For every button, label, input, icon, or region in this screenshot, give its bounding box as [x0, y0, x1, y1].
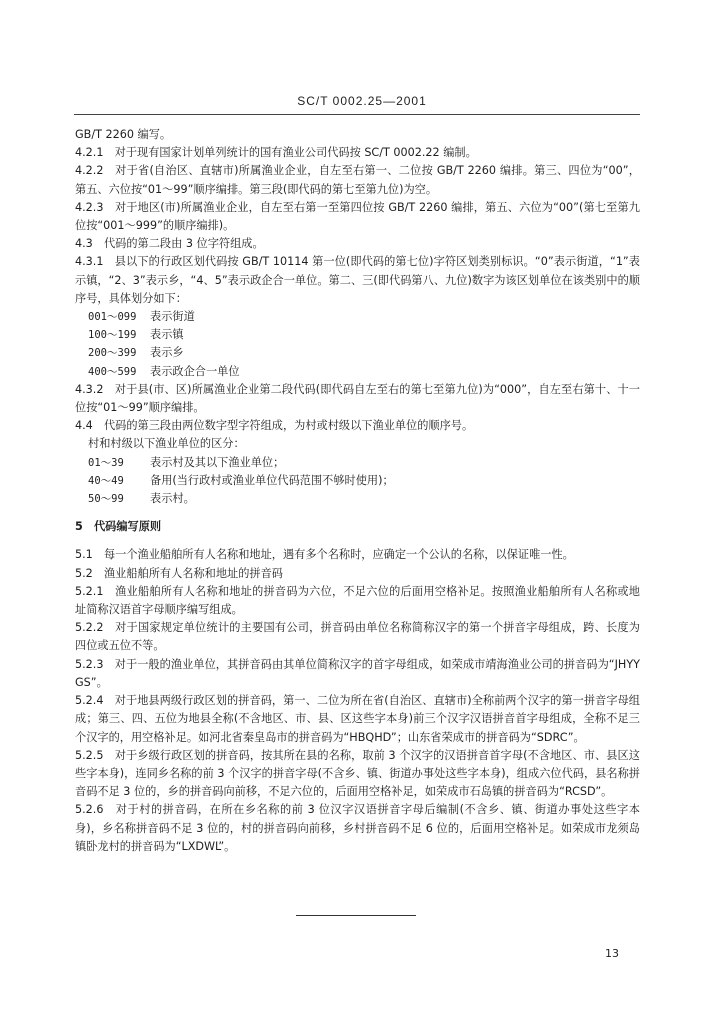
list-item [88, 344, 640, 362]
list-item [88, 363, 640, 381]
code-meaning: 表示乡 [150, 346, 184, 360]
list-item [88, 326, 640, 344]
clause-5-2-4: 5.2.4 对于地县两级行政区划的拼音码，第一、二位为所在省(自治区、直辖市)全称前两个汉字的第一拼音字母组成；第三、四、五位为地县全称(不含地区、市、县、区这些字本身)前三个汉字汉语拼音首字母组成，全称不足三个汉字的，用空格补足。如河北省秦皇岛市的拼音码为“HBQHD”；山东省荣成市的拼音码为“SDRC”。 [75, 694, 640, 744]
section-5-title: 5 代码编写原则 [75, 520, 162, 534]
page-body [75, 126, 640, 856]
code-range: 400～599 [88, 365, 137, 378]
code-meaning: 表示街道 [150, 310, 195, 324]
spacer [75, 536, 640, 546]
code-meaning: 表示政企合一单位 [150, 364, 240, 378]
clause-4-3-2: 4.3.2 对于县(市、区)所属渔业企业第二段代码(即代码自左至右的第七至第九位)为“000”，自左至右第十、十一位按“01～99”顺序编排。 [75, 382, 640, 415]
clause-4-3: 4.3 代码的第二段由 3 位字符组成。 [75, 237, 264, 251]
paragraph-gbt2260: GB/T 2260 编写。 [75, 128, 172, 141]
list-item [88, 308, 640, 326]
page-header: SC/T 0002.25—2001 [297, 94, 427, 108]
clause-5-2-3: 5.2.3 对于一般的渔业单位，其拼音码由其单位简称汉字的首字母组成，如荣成市靖海渔业公司的拼音码为“JHYYGS”。 [75, 657, 640, 689]
clause-5-1: 5.1 每一个渔业船舶所有人名称和地址，遇有多个名称时，应确定一个公认的名称，以保证唯一性。 [75, 548, 574, 562]
clause-4-4: 4.4 代码的第三段由两位数字型字符组成，为村或村级以下渔业单位的顺序号。 [75, 419, 474, 433]
clause-5-2-5: 5.2.5 对于乡级行政区划的拼音码，按其所在县的名称，取前 3 个汉字的汉语拼音首字母(不含地区、市、县区这些字本身)，连同乡名称的前 3 个汉字的拼音字母(不含乡、镇、街道办事处这些字本身)，组成六位代码，县名称拼音码不足 3 位的，乡的拼音码向前移，不足六位的，后面用空格补足，如荣成市石岛镇的拼音码为“RCSD”。 [75, 748, 640, 799]
code-range: 001～099 [88, 311, 137, 324]
clause-4-2-3: 4.2.3 对于地区(市)所属渔业企业，自左至右第一至第四位按 GB/T 2260 编排，第五、六位为“00”(第七至第九位按“001～999”的顺序编排)。 [75, 200, 640, 233]
list-item [88, 472, 640, 490]
list-item [88, 490, 640, 508]
clause-5-2-6: 5.2.6 对于村的拼音码，在所在乡名称的前 3 位汉字汉语拼音字母后编制(不含乡、镇、街道办事处这些字本身)，乡名称拼音码不足 3 位的，村的拼音码向前移，乡村拼音码不足 6 位的，后面用空格补足。如荣成市龙须岛镇卧龙村的拼音码为“LXDWL”。 [75, 803, 640, 853]
clause-5-2-2: 5.2.2 对于国家规定单位统计的主要国有公司，拼音码由单位名称简称汉字的第一个拼音字母组成，跨、长度为四位或五位不等。 [75, 621, 640, 653]
header-rule [74, 114, 640, 115]
code-range: 50～99 [88, 493, 124, 506]
code-meaning: 表示村及其以下渔业单位； [150, 455, 285, 469]
clause-4-3-1: 4.3.1 县以下的行政区划代码按 GB/T 10114 第一位(即代码的第七位)字符区划类别标识。“0”表示街道，“1”表示镇，“2、3”表示乡，“4、5”表示政企合一单位。第二、三(即代码第八、九位)数字为该区划单位在该类别中的顺序号，具体划分如下： [75, 255, 640, 305]
clause-4-2-2: 4.2.2 对于省(自治区、直辖市)所属渔业企业，自左至右第一、二位按 GB/T 2260 编排。第三、四位为“00”，第五、六位按“01～99”顺序编排。第三段(即代码的第七至第九位)为空。 [75, 164, 640, 196]
code-meaning: 表示镇 [150, 328, 184, 342]
code-range: 01～39 [88, 456, 124, 469]
code-range: 200～399 [88, 347, 137, 360]
clause-4-2-1: 4.2.1 对于现有国家计划单列统计的国有渔业公司代码按 SC/T 0002.22 编制。 [75, 146, 477, 160]
code-meaning: 备用(当行政村或渔业单位代码范围不够时使用)； [150, 473, 394, 487]
list-item [88, 454, 640, 472]
end-rule [296, 915, 416, 916]
clause-5-2: 5.2 渔业船舶所有人名称和地址的拼音码 [75, 566, 283, 580]
code-range: 40～49 [88, 474, 124, 487]
page-number: 13 [605, 947, 619, 960]
code-range: 100～199 [88, 329, 137, 342]
spacer [75, 508, 640, 518]
code-meaning: 表示村。 [150, 492, 195, 506]
clause-5-2-1: 5.2.1 渔业船舶所有人名称和地址的拼音码为六位，不足六位的后面用空格补足。按照渔业船舶所有人名称或地址简称汉语首字母顺序编写组成。 [75, 584, 640, 617]
list-intro: 村和村级以下渔业单位的区分： [88, 437, 245, 451]
